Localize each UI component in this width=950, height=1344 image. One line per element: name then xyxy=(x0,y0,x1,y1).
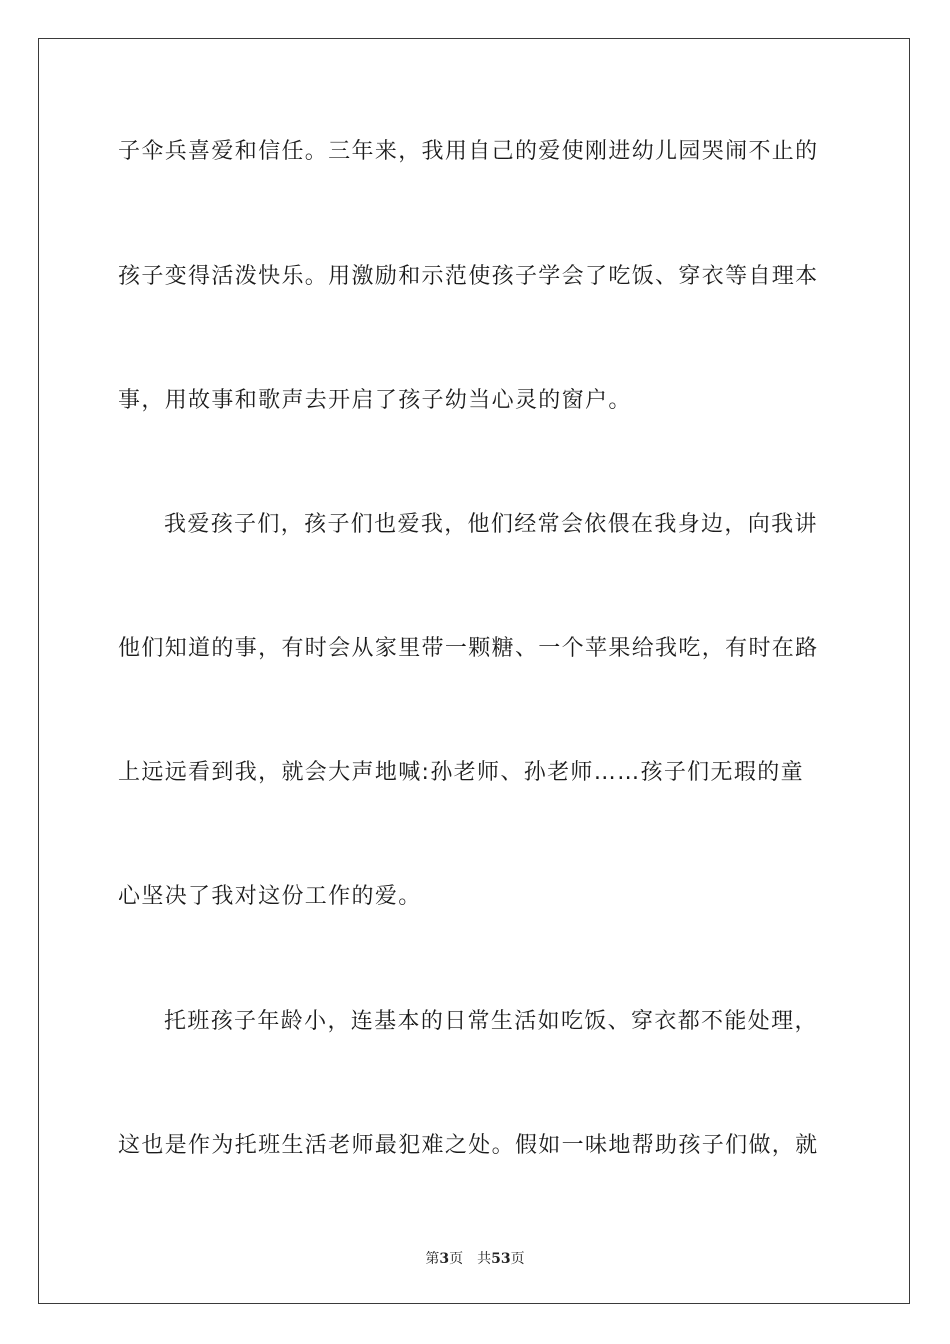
page-label-prefix: 第 xyxy=(425,1251,440,1267)
page-footer xyxy=(0,1248,950,1268)
body-text-line: 孩子变得活泼快乐。用激励和示范使孩子学会了吃饭、穿衣等自理本 xyxy=(118,264,819,289)
page-border xyxy=(38,38,910,1304)
page-number: 3 xyxy=(439,1251,450,1267)
total-label-suffix: 页 xyxy=(510,1251,525,1267)
page-label-suffix: 页 xyxy=(449,1251,464,1267)
body-text-line: 上远远看到我，就会大声地喊:孙老师、孙老师……孩子们无瑕的童 xyxy=(118,760,804,785)
paragraph-first-line: 托班孩子年龄小，连基本的日常生活如吃饭、穿衣都不能处理， xyxy=(164,1009,818,1034)
body-text-line: 事，用故事和歌声去开启了孩子幼当心灵的窗户。 xyxy=(118,388,632,413)
body-text-line: 心坚决了我对这份工作的爱。 xyxy=(118,884,422,909)
paragraph-first-line: 我爱孩子们，孩子们也爱我，他们经常会依偎在我身边，向我讲 xyxy=(164,512,818,537)
total-label-prefix: 共 xyxy=(477,1251,492,1267)
body-text-line: 这也是作为托班生活老师最犯难之处。假如一味地帮助孩子们做，就 xyxy=(118,1133,819,1158)
total-pages: 53 xyxy=(491,1251,511,1267)
body-text-line: 子伞兵喜爱和信任。三年来，我用自己的爱使刚进幼儿园哭闹不止的 xyxy=(118,139,819,164)
body-text-line: 他们知道的事，有时会从家里带一颗糖、一个苹果给我吃，有时在路 xyxy=(118,636,819,661)
